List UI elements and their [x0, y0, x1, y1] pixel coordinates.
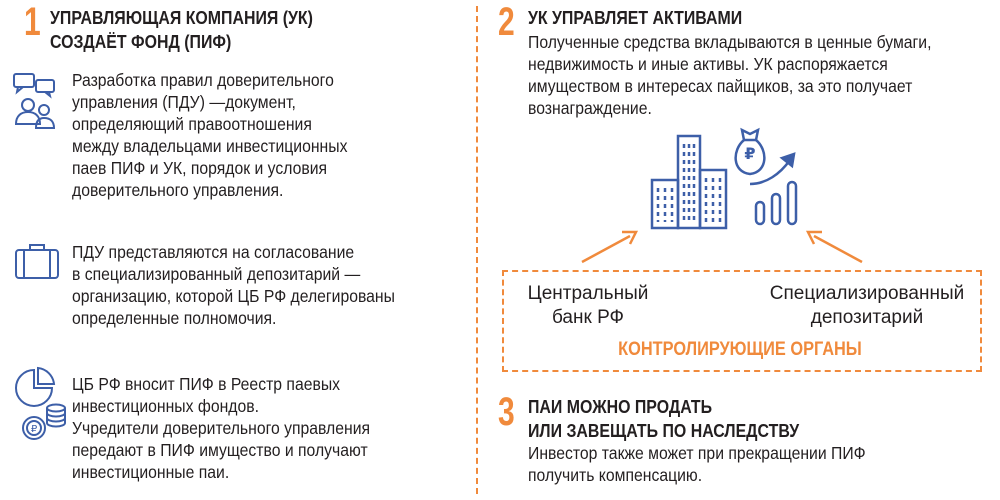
arrow-up-right-icon: [578, 228, 640, 266]
text-line: управления (ПДУ) —документ,: [72, 92, 296, 112]
briefcase-icon: [14, 242, 60, 282]
text-line: доверительного управления.: [72, 180, 284, 200]
text-line: инвестиционные паи.: [72, 462, 230, 482]
left-heading: [50, 6, 313, 54]
left-heading-line: СОЗДАЁТ ФОНД (ПИФ): [50, 31, 232, 52]
org-central-bank: [508, 282, 668, 330]
text-line: недвижимость и иные активы. УК распоряжается: [528, 54, 888, 74]
text-line: получить компенсацию.: [528, 465, 703, 485]
svg-text:₽: ₽: [30, 424, 38, 435]
pie-coins-icon: [12, 366, 68, 442]
text-line: инвестиционных фондов.: [72, 396, 259, 416]
step3-heading-line: ПАИ МОЖНО ПРОДАТЬ: [528, 396, 713, 417]
step-number-2: 2: [498, 0, 515, 44]
people-chat-icon: [12, 72, 58, 134]
step2-text: [528, 31, 931, 119]
text-line: Учредители доверительного управления: [72, 418, 371, 438]
block-3-text: [72, 373, 370, 483]
left-heading-line: УПРАВЛЯЮЩАЯ КОМПАНИЯ (УК): [50, 7, 313, 28]
text-line: паев ПИФ и УК, порядок и условия: [72, 158, 328, 178]
step3-text: [528, 442, 866, 486]
arrow-up-left-icon: [804, 228, 866, 266]
text-line: передают в ПИФ имущество и получают: [72, 440, 368, 460]
org-line: депозитарий: [810, 307, 924, 328]
text-line: Инвестор также может при прекращении ПИФ: [528, 443, 866, 463]
text-line: организацию, которой ЦБ РФ делегированы: [72, 286, 395, 306]
text-line: Разработка правил доверительного: [72, 70, 334, 90]
block-2-text: [72, 241, 395, 329]
org-depositary: [760, 282, 974, 330]
step3-heading: [528, 395, 799, 443]
text-line: Полученные средства вкладываются в ценные бумаги,: [528, 32, 932, 52]
control-bodies-title: КОНТРОЛИРУЮЩИЕ ОРГАНЫ: [618, 339, 862, 360]
text-line: определенные полномочия.: [72, 308, 277, 328]
ruble-sign: ₽: [744, 144, 756, 163]
text-line: между владельцами инвестиционных: [72, 136, 348, 156]
text-line: ЦБ РФ вносит ПИФ в Реестр паевых: [72, 374, 341, 394]
step3-heading-line: ИЛИ ЗАВЕЩАТЬ ПО НАСЛЕДСТВУ: [528, 420, 800, 441]
text-line: ПДУ представляются на согласование: [72, 242, 355, 262]
buildings-money-growth-icon: [648, 120, 808, 232]
org-line: Центральный: [527, 283, 649, 304]
text-line: определяющий правоотношения: [72, 114, 312, 134]
column-divider: [476, 6, 478, 494]
org-line: банк РФ: [551, 307, 624, 328]
block-1-text: [72, 69, 347, 201]
step-number-1: 1: [24, 0, 41, 44]
text-line: имуществом в интересах пайщиков, за это получает: [528, 76, 913, 96]
text-line: в специализированный депозитарий —: [72, 264, 361, 284]
step-number-3: 3: [498, 390, 515, 434]
step2-heading: УК УПРАВЛЯЕТ АКТИВАМИ: [528, 7, 743, 28]
org-line: Специализированный: [769, 283, 965, 304]
text-line: вознаграждение.: [528, 98, 652, 118]
